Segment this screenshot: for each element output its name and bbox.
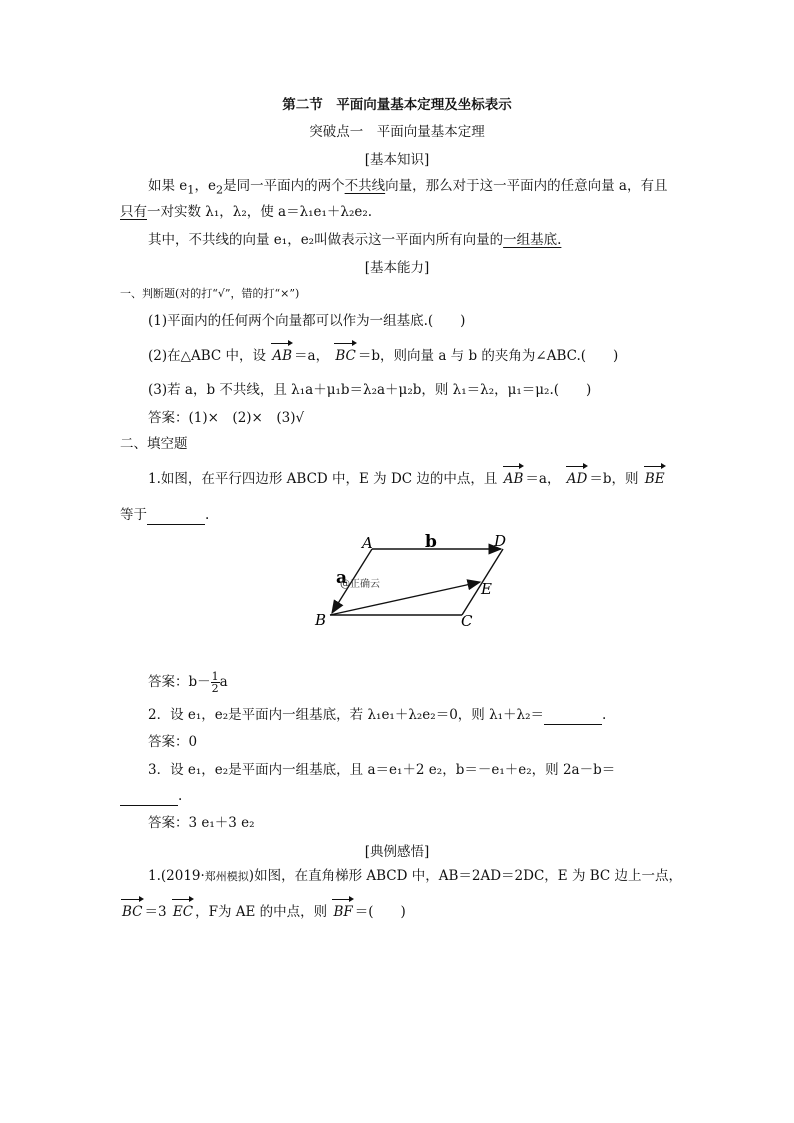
fill-q1-answer: 答案：b－ $\frac{1}{2}$ a (148, 670, 228, 695)
vector-AB: AB (503, 471, 524, 487)
fill-q2-answer: 答案：0 (148, 734, 198, 750)
fill-q3-line1: 3．设 e₁，e₂是平面内一组基底，且 a＝e₁＋2 e₂，b＝－e₁＋e₂，则 2a－b＝ (148, 762, 616, 778)
heading-basic-ability: [基本能力] (364, 260, 430, 276)
label-C: C (461, 612, 473, 630)
fill-q1-line1: 1.如图，在平行四边形 ABCD 中，E 为 DC 边的中点，且 AB ＝a， AD ＝b，则 BE (148, 471, 665, 487)
vector-EC: EC (172, 904, 194, 920)
answer-blank (120, 791, 178, 806)
page-title: 第二节 平面向量基本定理及坐标表示 (282, 97, 512, 113)
fill-section-title: 二、填空题 (120, 436, 188, 452)
label-D: D (494, 532, 507, 550)
fill-q2: 2．设 e₁，e₂是平面内一组基底，若 λ₁e₁＋λ₂e₂＝0，则 λ₁＋λ₂＝ . (148, 707, 607, 723)
vector-BC: BC (122, 904, 143, 920)
heading-examples: [典例感悟] (364, 844, 430, 860)
section-title: 突破点一 平面向量基本定理 (309, 124, 485, 140)
vector-AB: AB (272, 348, 293, 364)
label-b: b (425, 532, 437, 552)
label-E: E (481, 580, 492, 598)
judgement-q1: (1)平面内的任何两个向量都可以作为一组基底.( ) (148, 313, 466, 329)
parallelogram-figure (300, 528, 530, 632)
watermark-text: @正确云 (340, 579, 380, 590)
answer-blank (147, 510, 205, 525)
knowledge-paragraph-2: 其中，不共线的向量 e₁，e₂叫做表示这一平面内所有向量的一组基底. (148, 232, 562, 248)
judgement-answer: 答案：(1)× (2)× (3)√ (148, 410, 305, 426)
fill-q3-line2: . (120, 786, 182, 806)
fill-q3-answer: 答案：3 e₁＋3 e₂ (148, 815, 255, 831)
judgement-section-title: 一、判断题(对的打“√”，错的打“×”) (120, 287, 300, 300)
fraction-one-half: $\frac{1}{2}$ (211, 670, 219, 695)
vector-BE: BE (644, 471, 665, 487)
vector-AD: AD (566, 471, 588, 487)
fill-q1-line2: 等于 . (120, 507, 210, 523)
example-1-line1: 1.(2019·郑州模拟)如图，在直角梯形 ABCD 中，AB＝2AD＝2DC，E 为 BC 边上一点， (148, 868, 683, 884)
label-A: A (362, 534, 373, 552)
knowledge-paragraph-line1: 如果 $e_1$，$e_2$是同一平面内的两个不共线向量，那么对于这一平面内的任意向量 a，有且 (148, 178, 668, 197)
label-a: a (336, 568, 348, 588)
judgement-q2: (2)在△ABC 中，设 AB ＝a， BC ＝b，则向量 a 与 b 的夹角为∠ABC.( ) (148, 348, 619, 364)
example-1-line2: BC ＝3 EC ，F为 AE 的中点，则 BF ＝( ) (122, 904, 406, 920)
vector-BC: BC (335, 348, 356, 364)
knowledge-paragraph-line2: 只有一对实数 λ₁，λ₂，使 a＝λ₁e₁＋λ₂e₂. (120, 204, 373, 220)
label-B: B (315, 611, 327, 629)
vector-BF: BF (333, 904, 353, 920)
judgement-q3: (3)若 a，b 不共线，且 λ₁a＋μ₁b＝λ₂a＋μ₂b，则 λ₁＝λ₂，μ₁＝μ₂.( ) (148, 382, 592, 398)
answer-blank (544, 710, 602, 725)
heading-basic-knowledge: [基本知识] (364, 152, 430, 168)
